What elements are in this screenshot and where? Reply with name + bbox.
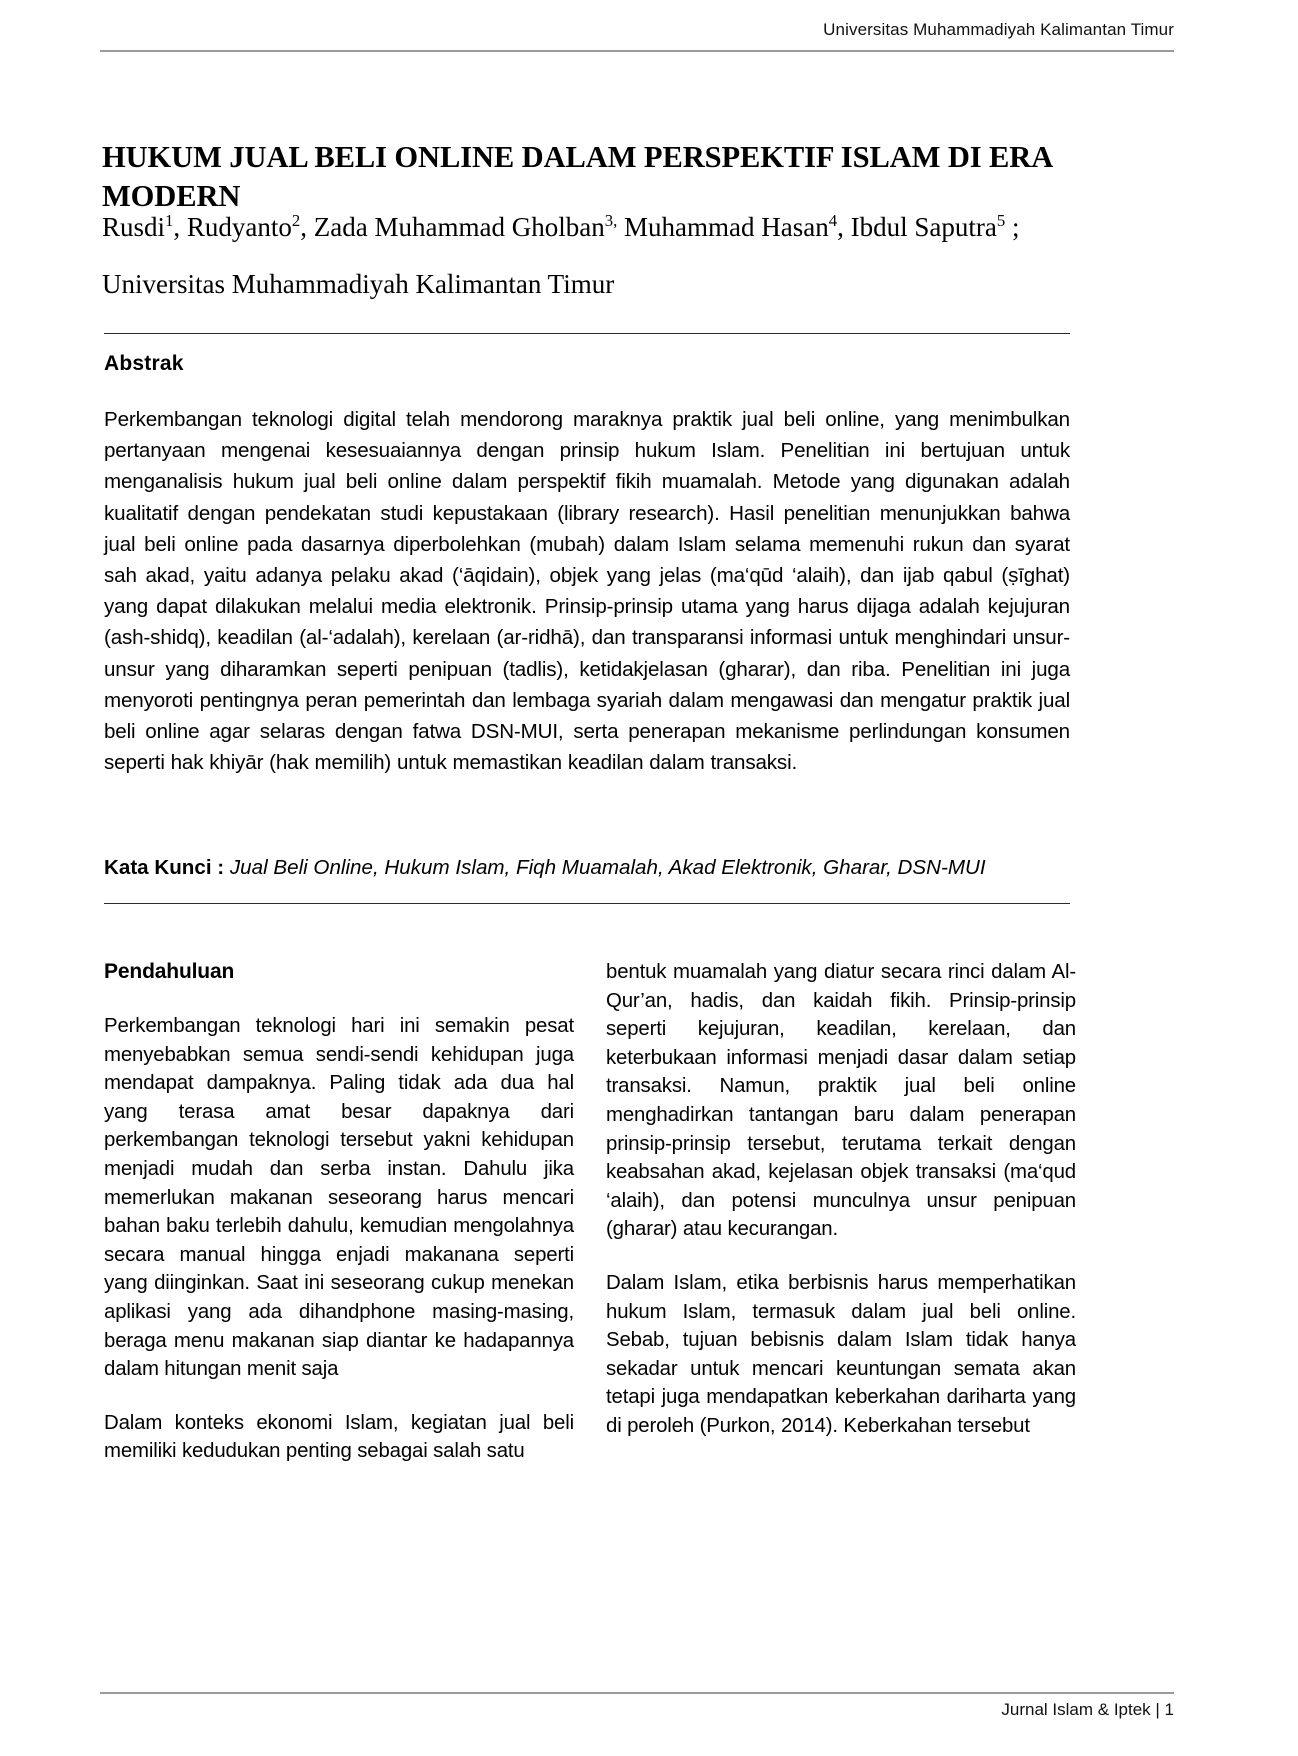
page-title: HUKUM JUAL BELI ONLINE DALAM PERSPEKTIF ISLAM DI ERA MODERN xyxy=(102,140,1052,214)
body-column-right xyxy=(606,958,1076,1441)
footer-rule xyxy=(100,1692,1174,1694)
author-list: Rusdi$^1$, Rudyanto$^2$, Zada Muhammad Gholban$^{3,}$ Muhammad Hasan$^4$, Ibdul Saputra$^5$ ; xyxy=(102,211,1020,242)
paragraph: bentuk muamalah yang diatur secara rinci dalam Al-Qur’an, hadis, dan kaidah fikih. Prinsip-prinsip seperti kejujuran, keadilan, kerelaan, dan keterbukaan informasi menjadi dasar dalam setiap transaksi. Namun, praktik jual beli online menghadirkan tantangan baru dalam penerapan prinsip-prinsip tersebut, terutama terkait dengan keabsahan akad, kejelasan objek transaksi (ma‘qud ‘alaih), dan potensi munculnya unsur penipuan (gharar) atau kecurangan. xyxy=(606,961,1076,1241)
keywords-line xyxy=(104,853,1070,883)
body-column-left xyxy=(104,958,574,1466)
two-column-body xyxy=(104,958,1076,1578)
abstract-heading: Abstrak xyxy=(104,352,184,375)
abstract-text: Perkembangan teknologi digital telah mendorong maraknya praktik jual beli online, yang menimbulkan pertanyaan mengenai kesesuaiannya dengan prinsip hukum Islam. Penelitian ini bertujuan untuk menganalisis hukum jual beli online dalam perspektif fikih muamalah. Metode yang digunakan adalah kualitatif dengan pendekatan studi kepustakaan (library research). Hasil penelitian menunjukkan bahwa jual beli online pada dasarnya diperbolehkan (mubah) dalam Islam selama memenuhi rukun dan syarat sah akad, yaitu adanya pelaku akad (‘āqidain), objek yang jelas (ma‘qūd ‘alaih), dan ijab qabul (ṣīghat) yang dapat dilakukan melalui media elektronik. Prinsip-prinsip utama yang harus dijaga adalah kejujuran (ash-shidq), keadilan (al-‘adalah), kerelaan (ar-ridhā), dan transparansi informasi untuk menghindari unsur-unsur yang diharamkan seperti penipuan (tadlis), ketidakjelasan (gharar), dan riba. Penelitian ini juga menyoroti pentingnya peran pemerintah dan lembaga syariah dalam mengawasi dan mengatur praktik jual beli online agar selaras dengan fatwa DSN-MUI, serta penerapan mekanisme perlindungan konsumen seperti hak khiyār (hak memilih) untuk memastikan keadilan dalam transaksi. xyxy=(104,408,1070,775)
running-head: Universitas Muhammadiyah Kalimantan Timur xyxy=(823,20,1174,39)
keywords-list: Jual Beli Online, Hukum Islam, Fiqh Muamalah, Akad Elektronik, Gharar, DSN-MUI xyxy=(229,856,986,879)
keywords-label: Kata Kunci : xyxy=(104,856,230,879)
abstract-top-rule xyxy=(104,333,1070,334)
abstract-bottom-rule xyxy=(104,903,1070,904)
footer-text: Jurnal Islam & Iptek | 1 xyxy=(1001,1700,1174,1719)
section-heading-pendahuluan: Pendahuluan xyxy=(104,960,235,983)
paragraph: Dalam konteks ekonomi Islam, kegiatan jual beli memiliki kedudukan penting sebagai salah satu xyxy=(104,1411,574,1463)
header-rule xyxy=(100,50,1174,52)
paragraph: Perkembangan teknologi hari ini semakin pesat menyebabkan semua sendi-sendi kehidupan juga mendapat dampaknya. Paling tidak ada dua hal yang terasa amat besar dapaknya dari perkembangan teknologi tersebut yakni kehidupan menjadi mudah dan serba instan. Dahulu jika memerlukan makanan seseorang harus mencari bahan baku terlebih dahulu, kemudian mengolahnya secara manual hingga enjadi makanana seperti yang diinginkan. Saat ini seseorang cukup menekan aplikasi yang ada dihandphone masing-masing, beraga menu makanan siap diantar ke hadapannya dalam hitungan menit saja xyxy=(104,1015,574,1381)
affiliation: Universitas Muhammadiyah Kalimantan Timur xyxy=(102,269,615,299)
paragraph: Dalam Islam, etika berbisnis harus memperhatikan hukum Islam, termasuk dalam jual beli online. Sebab, tujuan bebisnis dalam Islam tidak hanya sekadar untuk mencari keuntungan semata akan tetapi juga mendapatkan keberkahan dariharta yang di peroleh (Purkon, 2014). Keberkahan tersebut xyxy=(606,1271,1076,1437)
